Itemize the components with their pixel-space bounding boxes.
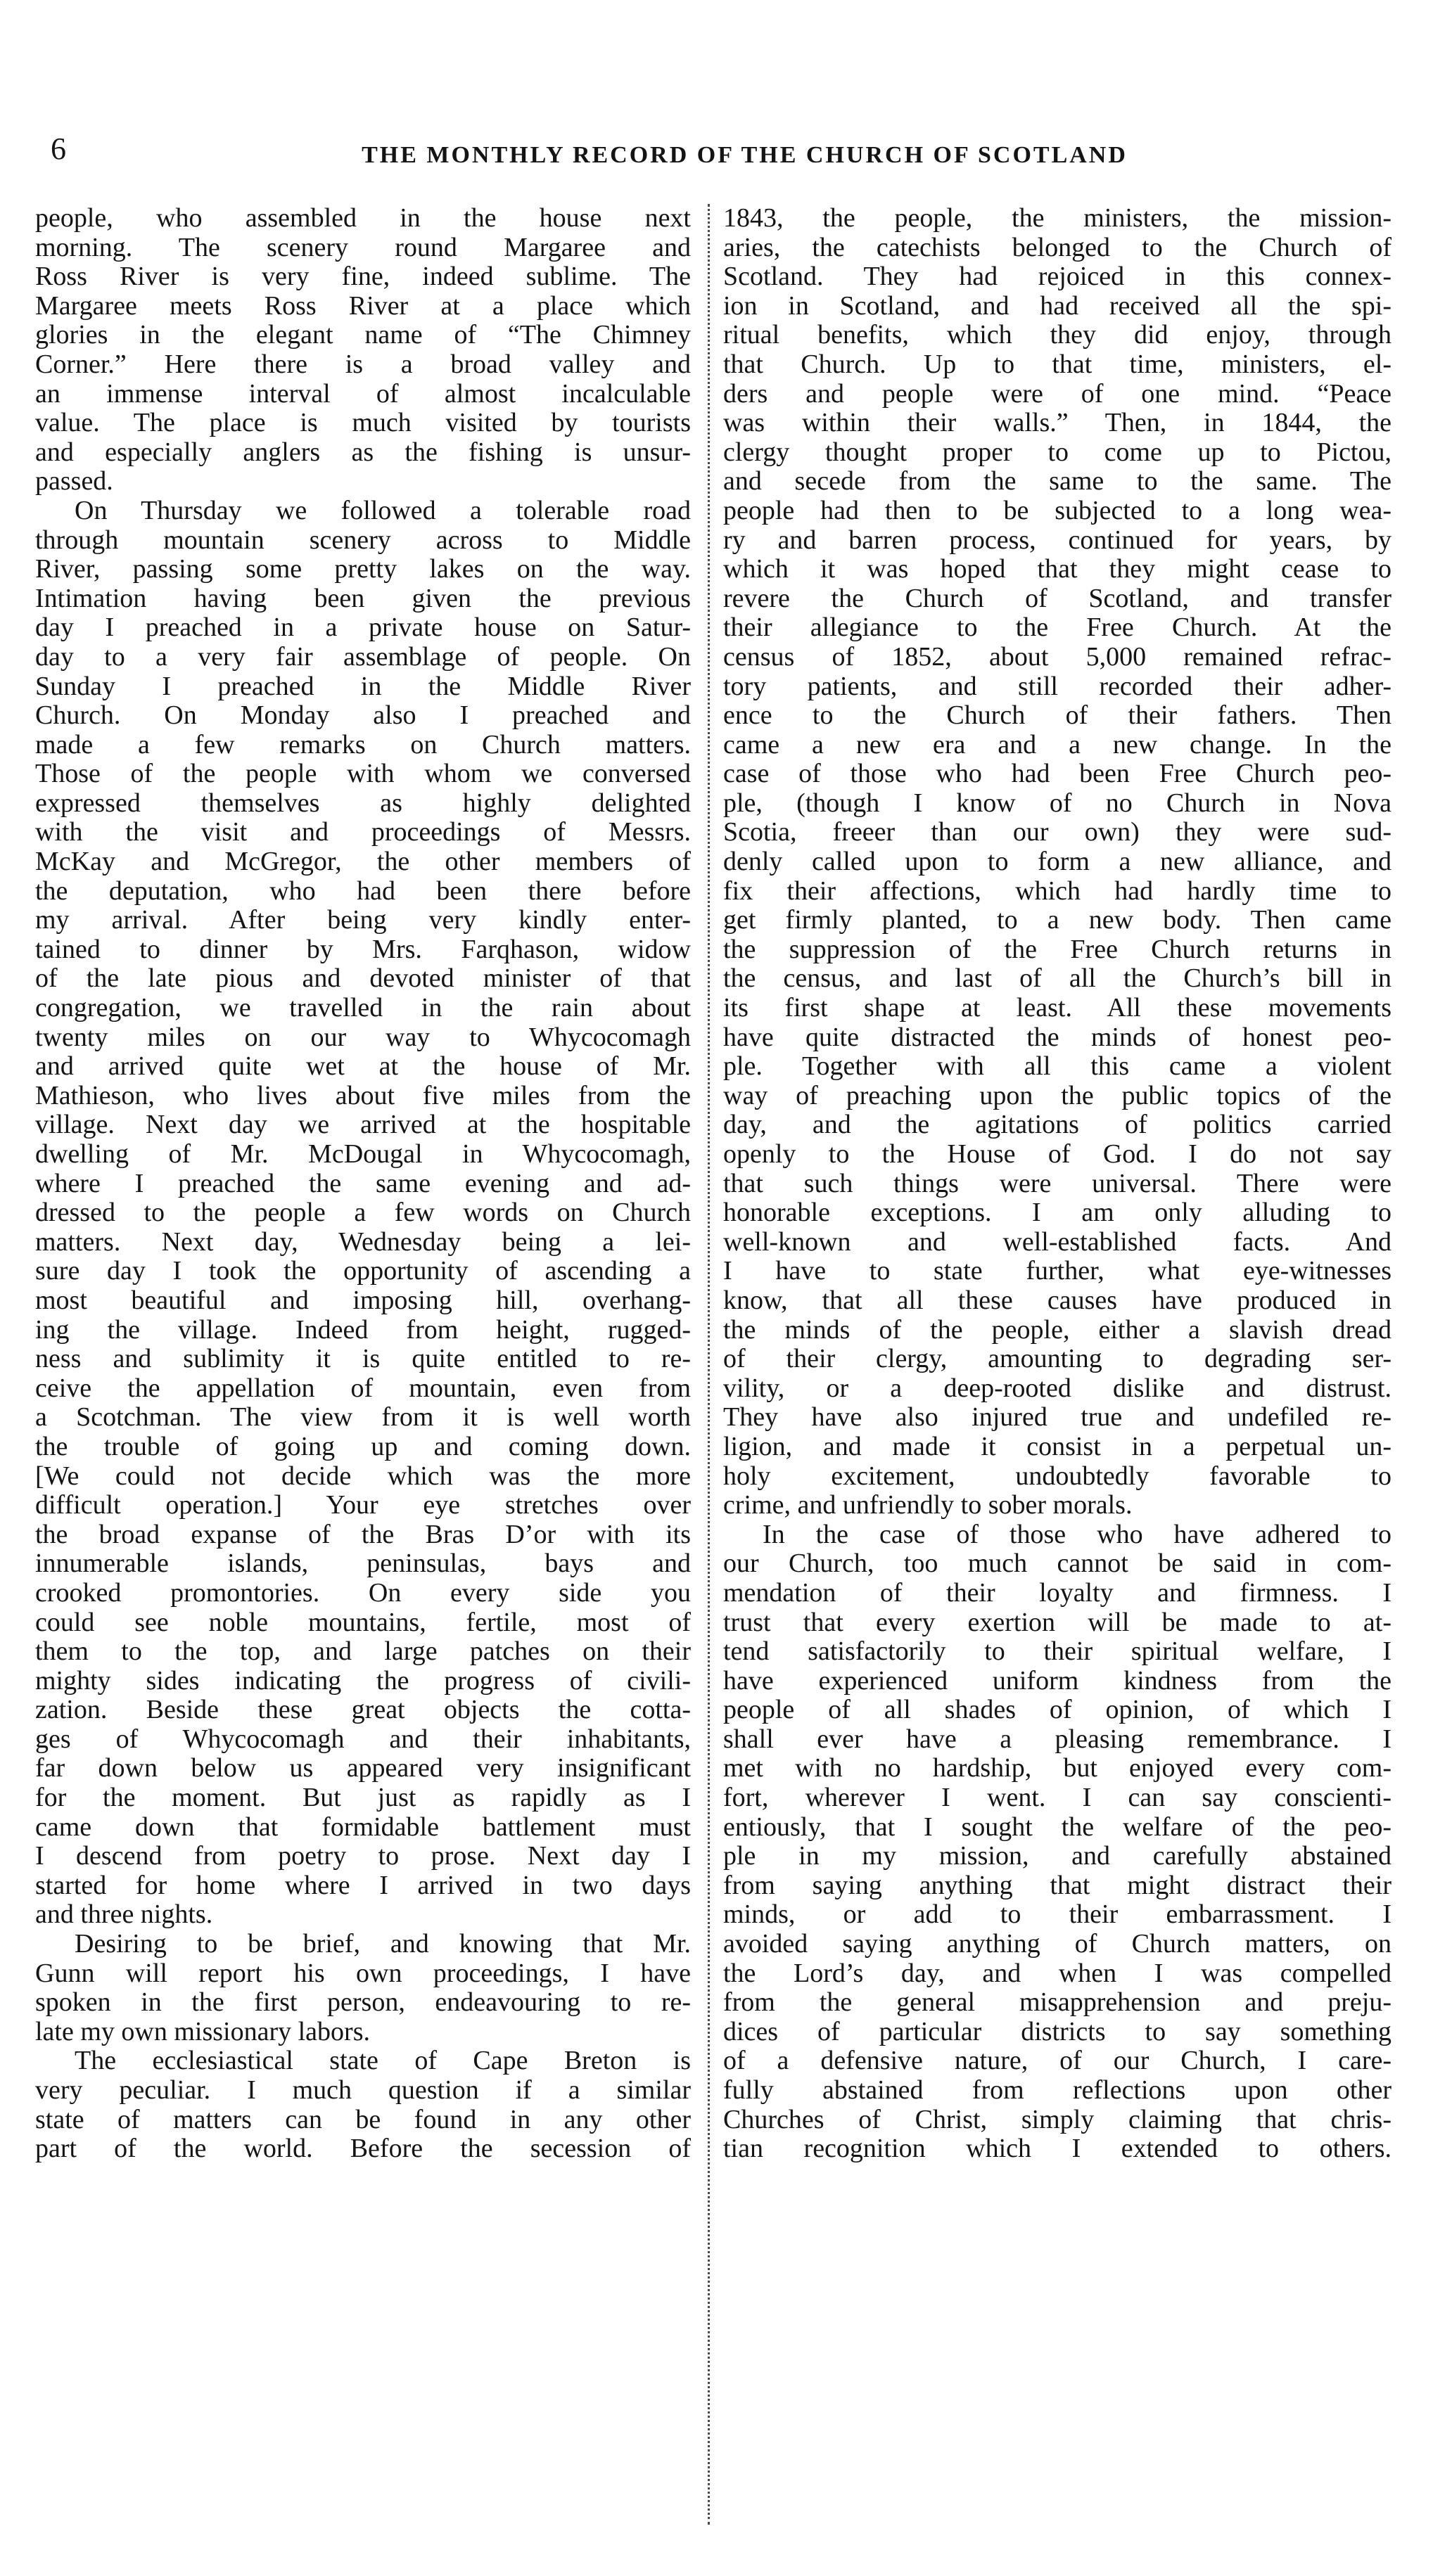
text-line: dressed to the people a few words on Church	[35, 1198, 691, 1228]
text-line: tend satisfactorily to their spiritual welfare, I	[723, 1637, 1391, 1667]
text-line: ple in my mission, and carefully abstained	[723, 1842, 1391, 1871]
text-line: most beautiful and imposing hill, overhang-	[35, 1286, 691, 1315]
text-line: the census, and last of all the Church’s bill in	[723, 964, 1391, 994]
text-line: They have also injured true and undefiled re-	[723, 1403, 1391, 1433]
text-line: ges of Whycocomagh and their inhabitants,	[35, 1724, 691, 1754]
text-line: them to the top, and large patches on their	[35, 1637, 691, 1667]
text-line: with the visit and proceedings of Messrs.	[35, 818, 691, 847]
text-line: ritual benefits, which they did enjoy, through	[723, 321, 1391, 350]
text-line: openly to the House of God. I do not say	[723, 1140, 1391, 1169]
text-line: the minds of the people, either a slavish dread	[723, 1315, 1391, 1345]
text-line: Sunday I preached in the Middle River	[35, 672, 691, 701]
text-line: Churches of Christ, simply claiming that chris-	[723, 2105, 1391, 2134]
text-line: Church. On Monday also I preached and	[35, 701, 691, 731]
text-line: of their clergy, amounting to degrading ser-	[723, 1345, 1391, 1374]
text-line: fully abstained from reflections upon other	[723, 2076, 1391, 2105]
text-line: a Scotchman. The view from it is well worth	[35, 1403, 691, 1433]
text-line: and arrived quite wet at the house of Mr.	[35, 1052, 691, 1082]
text-line: Desiring to be brief, and knowing that Mr.	[75, 1930, 691, 1959]
text-line: tory patients, and still recorded their adher-	[723, 672, 1391, 701]
text-line: day to a very fair assemblage of people. On	[35, 642, 691, 672]
text-line: value. The place is much visited by tourists	[35, 409, 691, 438]
text-line: day I preached in a private house on Satur-	[35, 613, 691, 643]
text-line: mendation of their loyalty and firmness. I	[723, 1578, 1391, 1608]
text-line: 1843, the people, the ministers, the mission-	[723, 204, 1391, 233]
text-line: spoken in the first person, endeavouring to re-	[35, 1988, 691, 2018]
text-line: twenty miles on our way to Whycocomagh	[35, 1023, 691, 1052]
text-line: and secede from the same to the same. The	[723, 467, 1391, 496]
text-line: minds, or add to their embarrassment. I	[723, 1900, 1391, 1930]
text-line: from saying anything that might distract their	[723, 1871, 1391, 1900]
text-line: ion in Scotland, and had received all the spi-	[723, 291, 1391, 321]
text-line: ple, (though I know of no Church in Nova	[723, 788, 1391, 818]
text-line: avoided saying anything of Church matters, on	[723, 1930, 1391, 1959]
left-column	[35, 204, 691, 2164]
text-line: of a defensive nature, of our Church, I care-	[723, 2046, 1391, 2076]
text-line: the deputation, who had been there before	[35, 876, 691, 906]
text-line: Ross River is very fine, indeed sublime. The	[35, 262, 691, 292]
text-line: glories in the elegant name of “The Chimney	[35, 321, 691, 350]
text-line: River, passing some pretty lakes on the way.	[35, 555, 691, 584]
text-line: [We could not decide which was the more	[35, 1461, 691, 1491]
text-line: dices of particular districts to say something	[723, 2017, 1391, 2046]
text-line: village. Next day we arrived at the hospitable	[35, 1110, 691, 1140]
text-line: matters. Next day, Wednesday being a lei-	[35, 1227, 691, 1257]
text-line: for the moment. But just as rapidly as I	[35, 1783, 691, 1813]
text-line: our Church, too much cannot be said in com-	[723, 1549, 1391, 1579]
text-line: entiously, that I sought the welfare of the peo-	[723, 1812, 1391, 1842]
text-line: The ecclesiastical state of Cape Breton is	[75, 2046, 691, 2076]
text-line: ry and barren process, continued for years, by	[723, 525, 1391, 555]
text-line: late my own missionary labors.	[35, 2017, 370, 2046]
text-line: its first shape at least. All these movements	[723, 994, 1391, 1023]
text-line: part of the world. Before the secession of	[35, 2134, 691, 2164]
text-line: ders and people were of one mind. “Peace	[723, 379, 1391, 409]
text-line: state of matters can be found in any other	[35, 2105, 691, 2134]
text-line: people, who assembled in the house next	[35, 204, 691, 233]
text-line: passed.	[35, 467, 113, 496]
text-line: holy excitement, undoubtedly favorable to	[723, 1461, 1391, 1491]
text-line: ing the village. Indeed from height, rugged-	[35, 1315, 691, 1345]
text-line: difficult operation.] Your eye stretches over	[35, 1491, 691, 1520]
column-divider	[708, 204, 710, 2525]
text-line: which it was hoped that they might cease to	[723, 555, 1391, 584]
text-line: started for home where I arrived in two days	[35, 1871, 691, 1900]
text-line: an immense interval of almost incalculable	[35, 379, 691, 409]
text-line: ligion, and made it consist in a perpetual un-	[723, 1432, 1391, 1461]
text-line: where I preached the same evening and ad-	[35, 1169, 691, 1198]
text-line: get firmly planted, to a new body. Then came	[723, 906, 1391, 935]
text-line: I descend from poetry to prose. Next day I	[35, 1842, 691, 1871]
text-line: honorable exceptions. I am only alluding to	[723, 1198, 1391, 1228]
text-line: their allegiance to the Free Church. At the	[723, 613, 1391, 643]
text-line: well-known and well-established facts. And	[723, 1227, 1391, 1257]
text-line: McKay and McGregor, the other members of	[35, 847, 691, 877]
text-line: Mathieson, who lives about five miles from the	[35, 1081, 691, 1110]
text-line: that such things were universal. There were	[723, 1169, 1391, 1198]
text-line: In the case of those who have adhered to	[763, 1520, 1391, 1549]
text-line: Gunn will report his own proceedings, I have	[35, 1959, 691, 1988]
text-line: my arrival. After being very kindly enter-	[35, 906, 691, 935]
text-line: vility, or a deep-rooted dislike and distrust.	[723, 1373, 1391, 1403]
text-line: expressed themselves as highly delighted	[35, 788, 691, 818]
text-line: I have to state further, what eye-witnesses	[723, 1257, 1391, 1286]
text-line: came down that formidable battlement must	[35, 1812, 691, 1842]
running-title: THE MONTHLY RECORD OF THE CHURCH OF SCOTLAND	[362, 142, 1128, 168]
text-line: On Thursday we followed a tolerable road	[75, 496, 691, 525]
text-line: the trouble of going up and coming down.	[35, 1432, 691, 1461]
text-line: through mountain scenery across to Middle	[35, 525, 691, 555]
text-line: tian recognition which I extended to others.	[723, 2134, 1391, 2164]
page-number: 6	[51, 132, 66, 166]
text-line: denly called upon to form a new alliance, and	[723, 847, 1391, 877]
text-line: from the general misapprehension and preju-	[723, 1988, 1391, 2018]
text-line: ness and sublimity it is quite entitled to re-	[35, 1345, 691, 1374]
text-line: the broad expanse of the Bras D’or with its	[35, 1520, 691, 1549]
text-line: trust that every exertion will be made to at-	[723, 1608, 1391, 1637]
text-line: the Lord’s day, and when I was compelled	[723, 1959, 1391, 1988]
text-line: have quite distracted the minds of honest peo-	[723, 1023, 1391, 1052]
text-line: census of 1852, about 5,000 remained refrac-	[723, 642, 1391, 672]
text-line: sure day I took the opportunity of ascending a	[35, 1257, 691, 1286]
text-line: people had then to be subjected to a long wea-	[723, 496, 1391, 525]
text-line: ple. Together with all this came a violent	[723, 1052, 1391, 1082]
text-line: mighty sides indicating the progress of civili-	[35, 1666, 691, 1696]
text-line: Scotland. They had rejoiced in this connex-	[723, 262, 1391, 292]
text-line: Margaree meets Ross River at a place which	[35, 291, 691, 321]
text-line: Corner.” Here there is a broad valley and	[35, 350, 691, 379]
text-line: could see noble mountains, fertile, most of	[35, 1608, 691, 1637]
text-line: innumerable islands, peninsulas, bays and	[35, 1549, 691, 1579]
text-line: case of those who had been Free Church peo-	[723, 760, 1391, 789]
text-line: morning. The scenery round Margaree and	[35, 233, 691, 262]
text-line: way of preaching upon the public topics of the	[723, 1081, 1391, 1110]
text-line: Those of the people with whom we conversed	[35, 760, 691, 789]
text-line: dwelling of Mr. McDougal in Whycocomagh,	[35, 1140, 691, 1169]
right-column	[723, 204, 1391, 2164]
text-line: fix their affections, which had hardly time to	[723, 876, 1391, 906]
text-line: ence to the Church of their fathers. Then	[723, 701, 1391, 731]
text-line: aries, the catechists belonged to the Church of	[723, 233, 1391, 262]
text-line: have experienced uniform kindness from the	[723, 1666, 1391, 1696]
text-line: people of all shades of opinion, of which I	[723, 1696, 1391, 1725]
text-line: came a new era and a new change. In the	[723, 730, 1391, 760]
text-line: tained to dinner by Mrs. Farqhason, widow	[35, 935, 691, 964]
text-line: was within their walls.” Then, in 1844, the	[723, 409, 1391, 438]
text-line: Scotia, freeer than our own) they were sud-	[723, 818, 1391, 847]
text-line: know, that all these causes have produced in	[723, 1286, 1391, 1315]
text-line: made a few remarks on Church matters.	[35, 730, 691, 760]
text-line: Intimation having been given the previous	[35, 584, 691, 613]
text-line: far down below us appeared very insignificant	[35, 1754, 691, 1783]
text-line: fort, wherever I went. I can say conscienti-	[723, 1783, 1391, 1813]
text-line: and especially anglers as the fishing is unsur-	[35, 437, 691, 467]
text-line: revere the Church of Scotland, and transfer	[723, 584, 1391, 613]
text-line: very peculiar. I much question if a similar	[35, 2076, 691, 2105]
text-line: congregation, we travelled in the rain about	[35, 994, 691, 1023]
text-line: crime, and unfriendly to sober morals.	[723, 1491, 1133, 1520]
text-line: shall ever have a pleasing remembrance. I	[723, 1724, 1391, 1754]
text-line: crooked promontories. On every side you	[35, 1578, 691, 1608]
text-line: day, and the agitations of politics carried	[723, 1110, 1391, 1140]
text-line: that Church. Up to that time, ministers, el-	[723, 350, 1391, 379]
text-line: ceive the appellation of mountain, even from	[35, 1373, 691, 1403]
text-line: clergy thought proper to come up to Pictou,	[723, 437, 1391, 467]
text-line: and three nights.	[35, 1900, 213, 1930]
text-line: the suppression of the Free Church returns in	[723, 935, 1391, 964]
text-line: zation. Beside these great objects the cotta-	[35, 1696, 691, 1725]
text-line: met with no hardship, but enjoyed every com-	[723, 1754, 1391, 1783]
text-line: of the late pious and devoted minister of that	[35, 964, 691, 994]
